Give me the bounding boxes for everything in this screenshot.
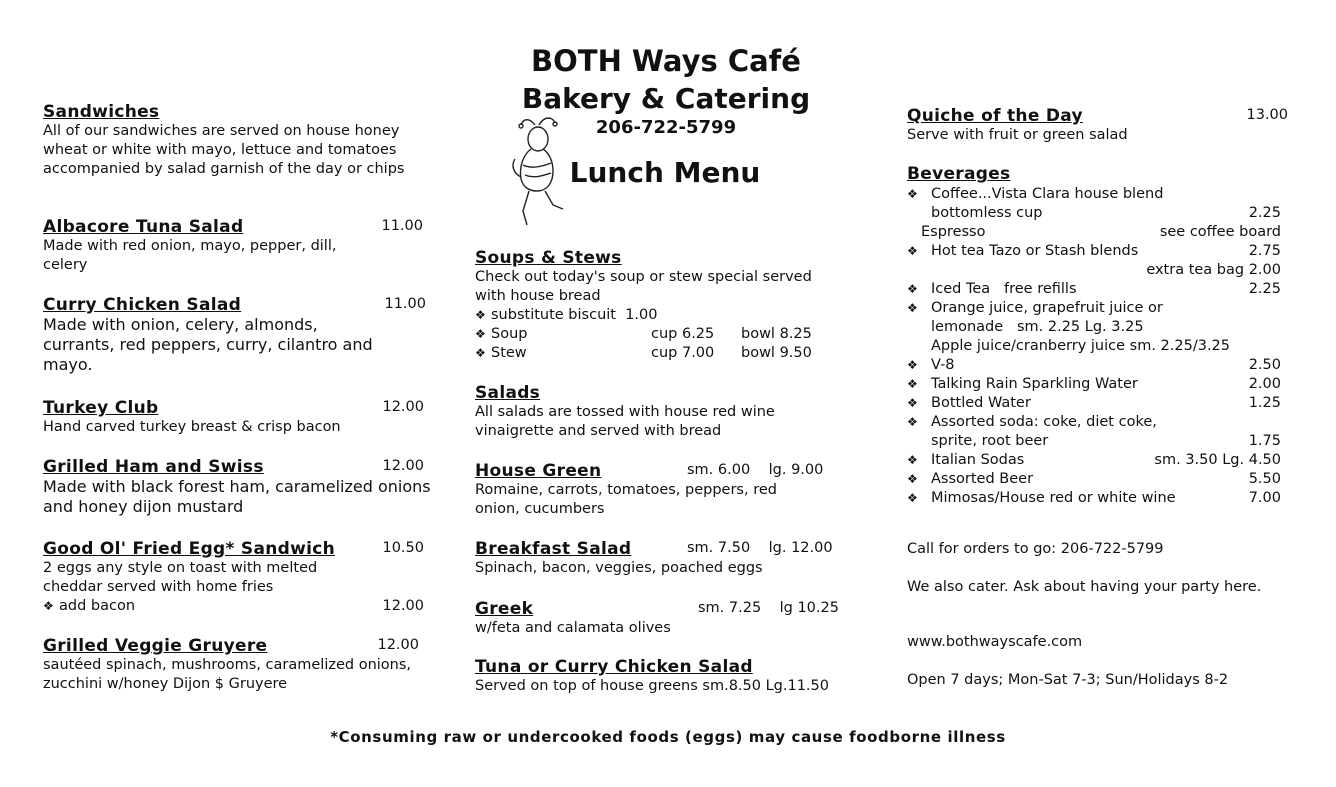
item-name: House Green [475,461,602,481]
soups-title: Soups & Stews [475,248,622,268]
item-price: sm. 7.25 lg 10.25 [698,600,839,616]
website-link[interactable]: www.bothwayscafe.com [907,634,1083,650]
salads-section [475,383,840,441]
beverage-name: sprite, root beer [931,433,1049,449]
beverage-name: Iced Tea free refills [931,281,1077,297]
beverage-line [907,318,1281,337]
quiche-section [907,106,1288,145]
beverage-price: 7.00 [1248,490,1281,506]
item-price: 12.00 [382,458,424,474]
menu-item [43,217,423,275]
item-name: Tuna or Curry Chicken Salad [475,657,753,677]
menu-title: Lunch Menu [569,156,761,189]
hours-info: Open 7 days; Mon-Sat 7-3; Sun/Holidays 8-2 [907,672,1229,688]
sandwiches-intro: All of our sandwiches are served on house honey wheat or white with mayo, lettuce and tomatoes accompanied by salad garnish of the day or chips [43,123,405,177]
beverage-line [907,489,1281,508]
beverage-line [907,204,1281,223]
beverage-line [907,185,1281,204]
item-desc: Made with black forest ham, caramelized onions and honey dijon mustard [43,477,431,516]
beverage-line [907,280,1281,299]
beverage-name: Espresso [921,224,986,240]
diamond-bullet-icon: ❖ [907,472,918,486]
item-price: sm. 6.00 lg. 9.00 [687,462,824,478]
diamond-bullet-icon: ❖ [907,282,918,296]
beverage-price: sm. 3.50 Lg. 4.50 [1154,452,1281,468]
sandwiches-section [43,102,428,179]
item-name: Turkey Club [43,398,159,418]
beverage-line [907,375,1281,394]
beverage-name: Mimosas/House red or white wine [931,490,1176,506]
diamond-bullet-icon: ❖ [907,396,918,410]
item-addon: ❖ add bacon 12.00 [43,598,424,614]
footer-warning: *Consuming raw or undercooked foods (eggs) may cause foodborne illness [330,728,1006,746]
beverage-price: 1.75 [1248,433,1281,449]
diamond-bullet-icon: ❖ [907,244,918,258]
item-desc: sautéed spinach, mushrooms, caramelized onions, zucchini w/honey Dijon $ Gruyere [43,657,412,692]
beverages-title: Beverages [907,164,1011,184]
salads-desc: All salads are tossed with house red wine vinaigrette and served with bread [475,404,775,439]
item-price: 10.50 [382,540,424,556]
diamond-bullet-icon: ❖ [907,377,918,391]
beverage-line [907,451,1281,470]
item-desc: Made with red onion, mayo, pepper, dill, celery [43,238,337,273]
beverage-line [907,394,1281,413]
soup-row: ❖ Stew cup 7.00 bowl 9.50 [475,345,812,361]
beverage-price: 2.50 [1248,357,1281,373]
cafe-name: BOTH Ways Café [531,44,801,78]
beverage-line [907,413,1281,432]
beverage-name: V-8 [931,357,955,373]
item-desc: Made with onion, celery, almonds, currants, red peppers, curry, cilantro and mayo. [43,315,373,374]
diamond-bullet-icon: ❖ [475,327,486,341]
beverage-name: Assorted soda: coke, diet coke, [931,414,1157,430]
menu-item [43,398,424,437]
menu-item [43,295,426,375]
quiche-desc: Serve with fruit or green salad [907,127,1128,143]
beverage-line [907,432,1281,451]
beverage-name: Assorted Beer [931,471,1034,487]
item-price: 12.00 [377,637,419,653]
beverages-section [907,164,1281,508]
menu-item [43,539,424,616]
salads-title: Salads [475,383,541,403]
beverage-name: bottomless cup [931,205,1043,221]
item-name: Greek [475,599,534,619]
beverage-price: 2.25 [1248,281,1281,297]
soups-desc: Check out today's soup or stew special served with house bread [475,269,812,304]
beverage-line [907,223,1281,242]
beverage-line [907,242,1281,261]
diamond-bullet-icon: ❖ [907,453,918,467]
item-name: Grilled Veggie Gruyere [43,636,268,656]
diamond-bullet-icon: ❖ [475,346,486,360]
item-desc: Served on top of house greens sm.8.50 Lg.11.50 [475,678,829,694]
beverage-price: extra tea bag 2.00 [1146,262,1281,278]
item-desc: Spinach, bacon, veggies, poached eggs [475,560,763,576]
item-desc: 2 eggs any style on toast with melted cheddar served with home fries [43,560,318,595]
salad-item [475,657,865,696]
quiche-title: Quiche of the Day [907,106,1083,126]
item-price: 11.00 [384,296,426,312]
beverage-name: Apple juice/cranberry juice sm. 2.25/3.25 [931,338,1231,354]
catering-info: We also cater. Ask about having your party here. [907,579,1262,595]
menu-item [43,636,419,694]
diamond-bullet-icon: ❖ [907,301,918,315]
beverage-name: Coffee...Vista Clara house blend [931,186,1164,202]
soup-row: ❖ Soup cup 6.25 bowl 8.25 [475,326,812,342]
beverage-line [907,337,1281,356]
item-desc: Romaine, carrots, tomatoes, peppers, red onion, cucumbers [475,482,777,517]
item-price: sm. 7.50 lg. 12.00 [687,540,833,556]
beverage-name: Bottled Water [931,395,1031,411]
beverage-price: 2.75 [1248,243,1281,259]
salad-item [475,539,850,578]
item-price: 11.00 [381,218,423,234]
beverage-price: 2.25 [1248,205,1281,221]
cafe-phone: 206-722-5799 [595,117,737,138]
item-name: Albacore Tuna Salad [43,217,244,237]
item-name: Breakfast Salad [475,539,632,559]
item-name: Grilled Ham and Swiss [43,457,264,477]
beverage-line [907,356,1281,375]
salad-item [475,599,860,638]
beverage-name: lemonade sm. 2.25 Lg. 3.25 [931,319,1144,335]
jester-illustration [505,113,577,233]
item-name: Curry Chicken Salad [43,295,242,315]
beverage-price: see coffee board [1159,224,1281,240]
beverage-name: Italian Sodas [931,452,1025,468]
item-price: 12.00 [382,399,424,415]
beverage-price: 5.50 [1248,471,1281,487]
cafe-subtitle: Bakery & Catering [521,82,811,115]
diamond-bullet-icon: ❖ [907,491,918,505]
salad-item [475,461,845,519]
beverage-name: Talking Rain Sparkling Water [931,376,1138,392]
diamond-bullet-icon: ❖ [907,358,918,372]
diamond-bullet-icon: ❖ [475,308,486,322]
beverage-line [907,261,1281,280]
beverages-list [907,185,1281,508]
beverage-price: 1.25 [1248,395,1281,411]
beverage-line [907,299,1281,318]
orders-info: Call for orders to go: 206-722-5799 [907,541,1164,557]
quiche-price: 13.00 [1246,107,1288,123]
soups-substitute: ❖ substitute biscuit 1.00 [475,307,658,323]
diamond-bullet-icon: ❖ [907,187,918,201]
diamond-bullet-icon: ❖ [43,599,54,613]
beverage-price: 2.00 [1248,376,1281,392]
item-desc: Hand carved turkey breast & crisp bacon [43,419,341,435]
beverage-name: Hot tea Tazo or Stash blends [931,243,1139,259]
diamond-bullet-icon: ❖ [907,415,918,429]
soups-section [475,248,840,363]
sandwiches-title: Sandwiches [43,102,160,122]
beverage-name: Orange juice, grapefruit juice or [931,300,1163,316]
item-desc: w/feta and calamata olives [475,620,671,636]
item-name: Good Ol' Fried Egg* Sandwich [43,539,336,559]
beverage-line [907,470,1281,489]
menu-item [43,457,431,517]
